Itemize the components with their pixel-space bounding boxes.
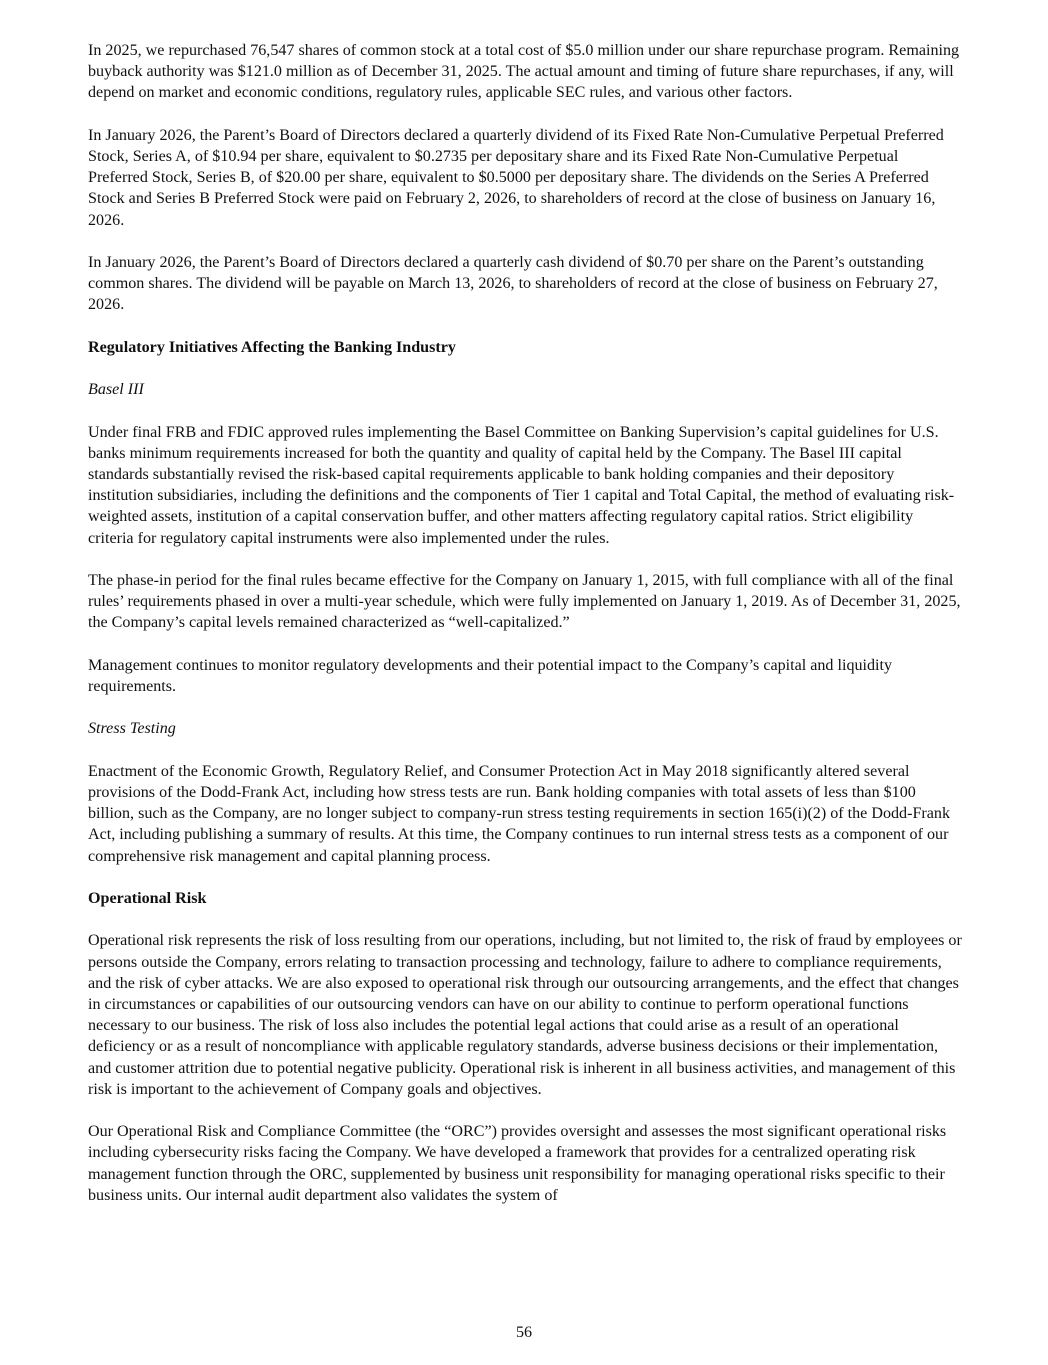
paragraph-orc: Our Operational Risk and Compliance Committee (the “ORC”) provides oversight and assesses the most significant operational risks including cybersecurity risks facing the Company. We have developed a framework that provides for a centralized operating risk management function through the ORC, supplemented by business unit responsibility for managing operational risks specific to their business units. Our internal audit department also validates the system of [88,1123,947,1204]
section-heading-regulatory-initiatives: Regulatory Initiatives Affecting the Banking Industry [88,338,456,356]
paragraph-common-dividend: In January 2026, the Parent’s Board of Directors declared a quarterly cash dividend of $0.70 per share on the Parent’s outstanding common shares. The dividend will be payable on March 13, 2026, to shareholders of record at the close of business on February 27, 2026. [88,254,938,314]
subheading-basel-iii: Basel III [88,381,144,399]
paragraph-operational-risk: Operational risk represents the risk of loss resulting from our operations, including, but not limited to, the risk of fraud by employees or persons outside the Company, errors relating to transaction processing and technology, failure to adhere to compliance requirements, and the risk of cyber attacks. We are also exposed to operational risk through our outsourcing arrangements, and the effect that changes in circumstances or capabilities of our outsourcing vendors can have on our ability to continue to perform operational functions necessary to our business. The risk of loss also includes the potential legal actions that could arise as a result of an operational deficiency or as a result of noncompliance with applicable regulatory standards, adverse business decisions or their implementation, and customer attrition due to potential negative publicity. Operational risk is inherent in all business activities, and management of this risk is important to the achievement of Company goals and objectives. [88,932,962,1098]
paragraph-stress-testing: Enactment of the Economic Growth, Regulatory Relief, and Consumer Protection Act in May 2018 significantly altered several provisions of the Dodd-Frank Act, including how stress tests are run. Bank holding companies with total assets of less than $100 billion, such as the Company, are no longer subject to company-run stress testing requirements in section 165(i)(2) of the Dodd-Frank Act, including publishing a summary of results. At this time, the Company continues to run internal stress tests as a component of our comprehensive risk management and capital planning process. [88,762,951,865]
paragraph-monitoring: Management continues to monitor regulatory developments and their potential impact to the Company’s capital and liquidity requirements. [88,656,893,695]
document-page [88,40,962,1206]
paragraph-share-repurchase: In 2025, we repurchased 76,547 shares of common stock at a total cost of $5.0 million under our share repurchase program. Remaining buyback authority was $121.0 million as of December 31, 2025. The actual amount and timing of future share repurchases, if any, will depend on market and economic conditions, regulatory rules, applicable SEC rules, and various other factors. [88,42,960,102]
paragraph-preferred-dividend: In January 2026, the Parent’s Board of Directors declared a quarterly dividend of its Fixed Rate Non-Cumulative Perpetual Preferred Stock, Series A, of $10.94 per share, equivalent to $0.2735 per depositary share and its Fixed Rate Non-Cumulative Perpetual Preferred Stock, Series B, of $20.00 per share, equivalent to $0.5000 per depositary share. The dividends on the Series A Preferred Stock and Series B Preferred Stock were paid on February 2, 2026, to shareholders of record at the close of business on January 16, 2026. [88,126,944,229]
paragraph-phase-in: The phase-in period for the final rules became effective for the Company on January 1, 2015, with full compliance with all of the final rules’ requirements phased in over a multi-year schedule, which were fully implemented on January 1, 2019. As of December 31, 2025, the Company’s capital levels remained characterized as “well-capitalized.” [88,571,961,632]
subheading-stress-testing: Stress Testing [88,720,176,738]
page-number: 56 [515,1324,533,1341]
paragraph-basel-rules: Under final FRB and FDIC approved rules implementing the Basel Committee on Banking Supervision’s capital guidelines for U.S. banks minimum requirements increased for both the quantity and quality of capital held by the Company. The Basel III capital standards substantially revised the risk-based capital requirements applicable to bank holding companies and their depository institution subsidiaries, including the definitions and the components of Tier 1 capital and Total Capital, the method of evaluating risk-weighted assets, institution of a capital conservation buffer, and other matters affecting regulatory capital ratios. Strict eligibility criteria for regulatory capital instruments were also implemented under the rules. [88,423,955,547]
section-heading-operational-risk: Operational Risk [88,889,207,907]
